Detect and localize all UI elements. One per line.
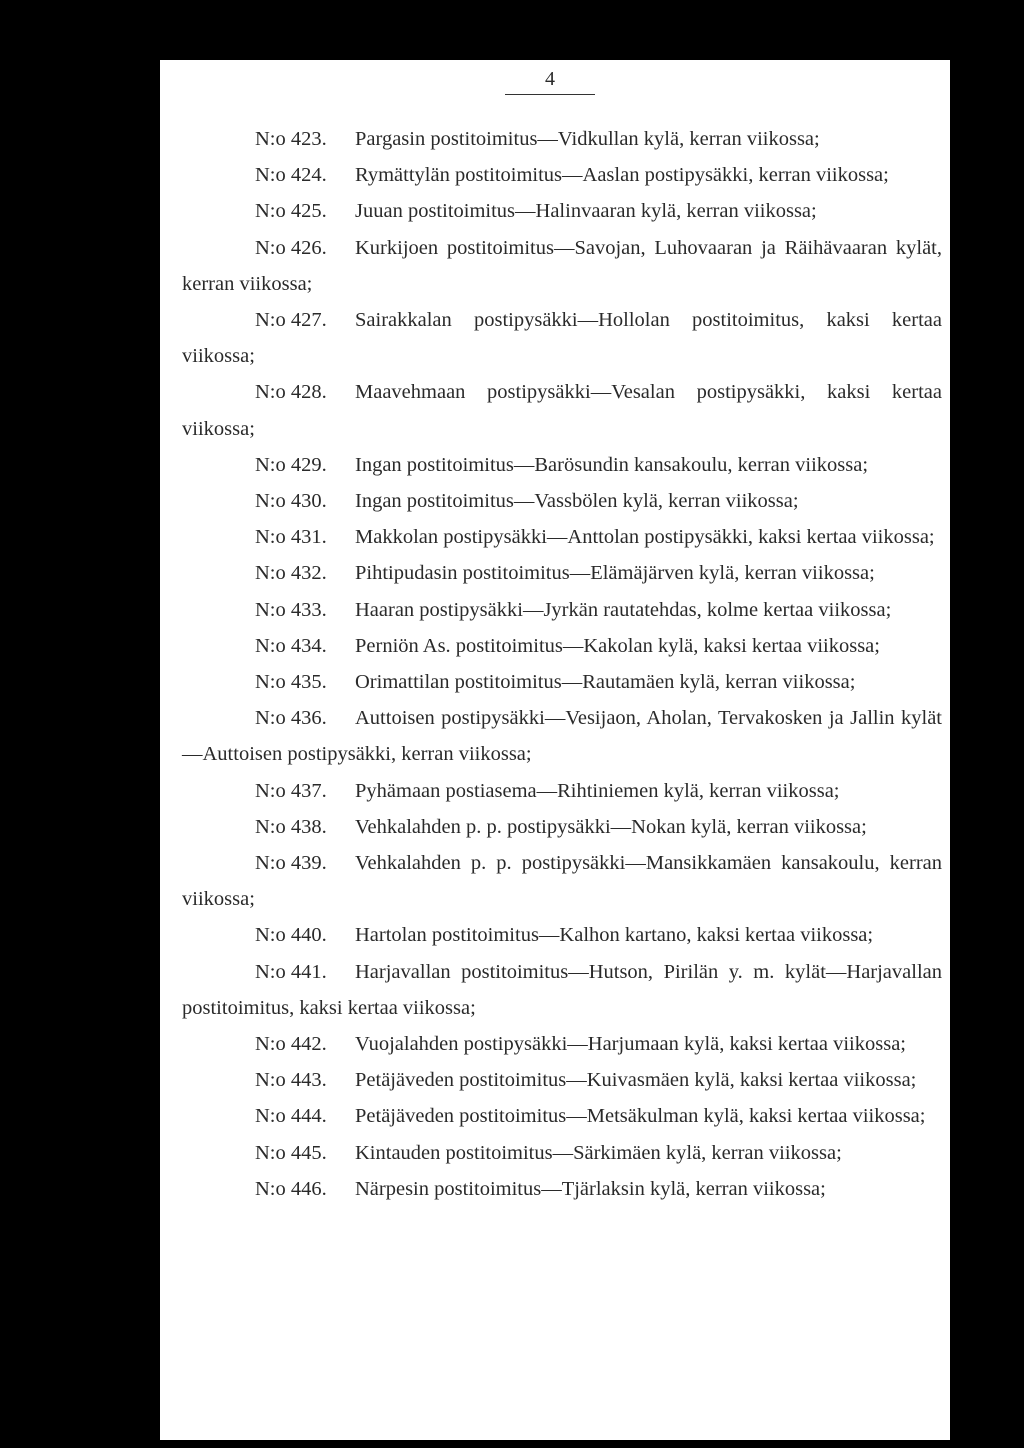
- entry-text: Sairakkalan postipysäkki—Hollolan postitoimitus, kaksi kertaa viikossa;: [182, 309, 942, 368]
- entry-439: [182, 845, 942, 917]
- entry-434: [182, 628, 942, 664]
- entry-text: Rymättylän postitoimitus—Aaslan postipysäkki, kerran viikossa;: [355, 164, 889, 187]
- entry-text: Vehkalahden p. p. postipysäkki—Nokan kylä, kerran viikossa;: [355, 815, 867, 838]
- entry-number: N:o 423.: [255, 128, 327, 150]
- entry-number: N:o 426.: [255, 236, 327, 259]
- entry-text: Maavehmaan postipysäkki—Vesalan postipysäkki, kaksi kertaa viikossa;: [182, 381, 942, 440]
- entry-number: N:o 442.: [255, 1033, 327, 1056]
- entry-text: Orimattilan postitoimitus—Rautamäen kylä, kerran viikossa;: [355, 671, 856, 694]
- entry-number: N:o 428.: [255, 381, 327, 404]
- entry-number: N:o 443.: [255, 1069, 327, 1092]
- entry-text: Petäjäveden postitoimitus—Metsäkulman kylä, kaksi kertaa viikossa;: [355, 1105, 926, 1128]
- entry-427: [182, 302, 942, 374]
- entry-text: Närpesin postitoimitus—Tjärlaksin kylä, kerran viikossa;: [355, 1177, 826, 1200]
- entry-number: N:o 444.: [255, 1105, 327, 1128]
- entry-text: Vehkalahden p. p. postipysäkki—Mansikkamäen kansakoulu, kerran viikossa;: [182, 852, 942, 911]
- entry-number: N:o 424.: [255, 164, 327, 187]
- entry-text: Pihtipudasin postitoimitus—Elämäjärven kylä, kerran viikossa;: [355, 562, 875, 585]
- entry-text: Vuojalahden postipysäkki—Harjumaan kylä, kaksi kertaa viikossa;: [355, 1033, 906, 1056]
- entry-text: Kintauden postitoimitus—Särkimäen kylä, kerran viikossa;: [355, 1141, 842, 1164]
- entry-number: N:o 445.: [255, 1141, 327, 1164]
- entry-442: [182, 1026, 942, 1062]
- entry-number: N:o 432.: [255, 562, 327, 585]
- entry-text: Hartolan postitoimitus—Kalhon kartano, kaksi kertaa viikossa;: [355, 924, 874, 947]
- entry-443: [182, 1062, 942, 1098]
- entry-429: [182, 447, 942, 483]
- entry-432: [182, 555, 942, 591]
- entry-number: N:o 439.: [255, 852, 327, 875]
- entry-number: N:o 427.: [255, 309, 327, 332]
- entry-440: [182, 917, 942, 953]
- entry-446: [182, 1171, 942, 1207]
- entry-text: Pargasin postitoimitus—Vidkullan kylä, kerran viikossa;: [355, 128, 820, 150]
- entry-list: [182, 121, 942, 1207]
- entry-number: N:o 437.: [255, 779, 327, 802]
- entry-436: [182, 700, 942, 772]
- entry-number: N:o 435.: [255, 671, 327, 694]
- entry-text: Pyhämaan postiasema—Rihtiniemen kylä, kerran viikossa;: [355, 779, 840, 802]
- entry-number: N:o 438.: [255, 815, 327, 838]
- entry-425: [182, 193, 942, 229]
- entry-444: [182, 1098, 942, 1134]
- entry-text: Makkolan postipysäkki—Anttolan postipysäkki, kaksi kertaa viikossa;: [355, 526, 935, 549]
- entry-text: Juuan postitoimitus—Halinvaaran kylä, kerran viikossa;: [355, 200, 817, 223]
- entry-424: [182, 157, 942, 193]
- entry-433: [182, 592, 942, 628]
- entry-text: Kurkijoen postitoimitus—Savojan, Luhovaaran ja Räihävaaran kylät, kerran viikossa;: [182, 236, 942, 295]
- entry-number: N:o 436.: [255, 707, 327, 730]
- entry-426: [182, 230, 942, 302]
- entry-431: [182, 519, 942, 555]
- entry-text: Ingan postitoimitus—Barösundin kansakoulu, kerran viikossa;: [355, 453, 869, 476]
- entry-438: [182, 809, 942, 845]
- entry-number: N:o 431.: [255, 526, 327, 549]
- document-page: [160, 60, 950, 1440]
- entry-437: [182, 773, 942, 809]
- entry-number: N:o 430.: [255, 490, 327, 513]
- entry-number: N:o 429.: [255, 453, 327, 476]
- entry-number: N:o 433.: [255, 598, 327, 621]
- entry-430: [182, 483, 942, 519]
- entry-text: Haaran postipysäkki—Jyrkän rautatehdas, kolme kertaa viikossa;: [355, 598, 892, 621]
- page-number: 4: [545, 68, 555, 90]
- entry-number: N:o 425.: [255, 200, 327, 223]
- entry-441: [182, 954, 942, 1026]
- entry-number: N:o 446.: [255, 1177, 327, 1200]
- entry-423: [182, 121, 942, 157]
- entry-text: Petäjäveden postitoimitus—Kuivasmäen kylä, kaksi kertaa viikossa;: [355, 1069, 917, 1092]
- entry-445: [182, 1135, 942, 1171]
- entry-number: N:o 440.: [255, 924, 327, 947]
- entry-text: Harjavallan postitoimitus—Hutson, Pirilän y. m. kylät—Harjavallan postitoimitus, kaksi kertaa viikossa;: [182, 960, 942, 1019]
- entry-number: N:o 434.: [255, 634, 327, 657]
- entry-text: Ingan postitoimitus—Vassbölen kylä, kerran viikossa;: [355, 490, 799, 513]
- entry-428: [182, 374, 942, 446]
- page-number-rule: [505, 94, 595, 95]
- entry-text: Auttoisen postipysäkki—Vesijaon, Aholan, Tervakosken ja Jallin kylät—Auttoisen postipysäkki, kerran viikossa;: [182, 707, 942, 766]
- entry-text: Perniön As. postitoimitus—Kakolan kylä, kaksi kertaa viikossa;: [355, 634, 880, 657]
- entry-number: N:o 441.: [255, 960, 327, 983]
- entry-435: [182, 664, 942, 700]
